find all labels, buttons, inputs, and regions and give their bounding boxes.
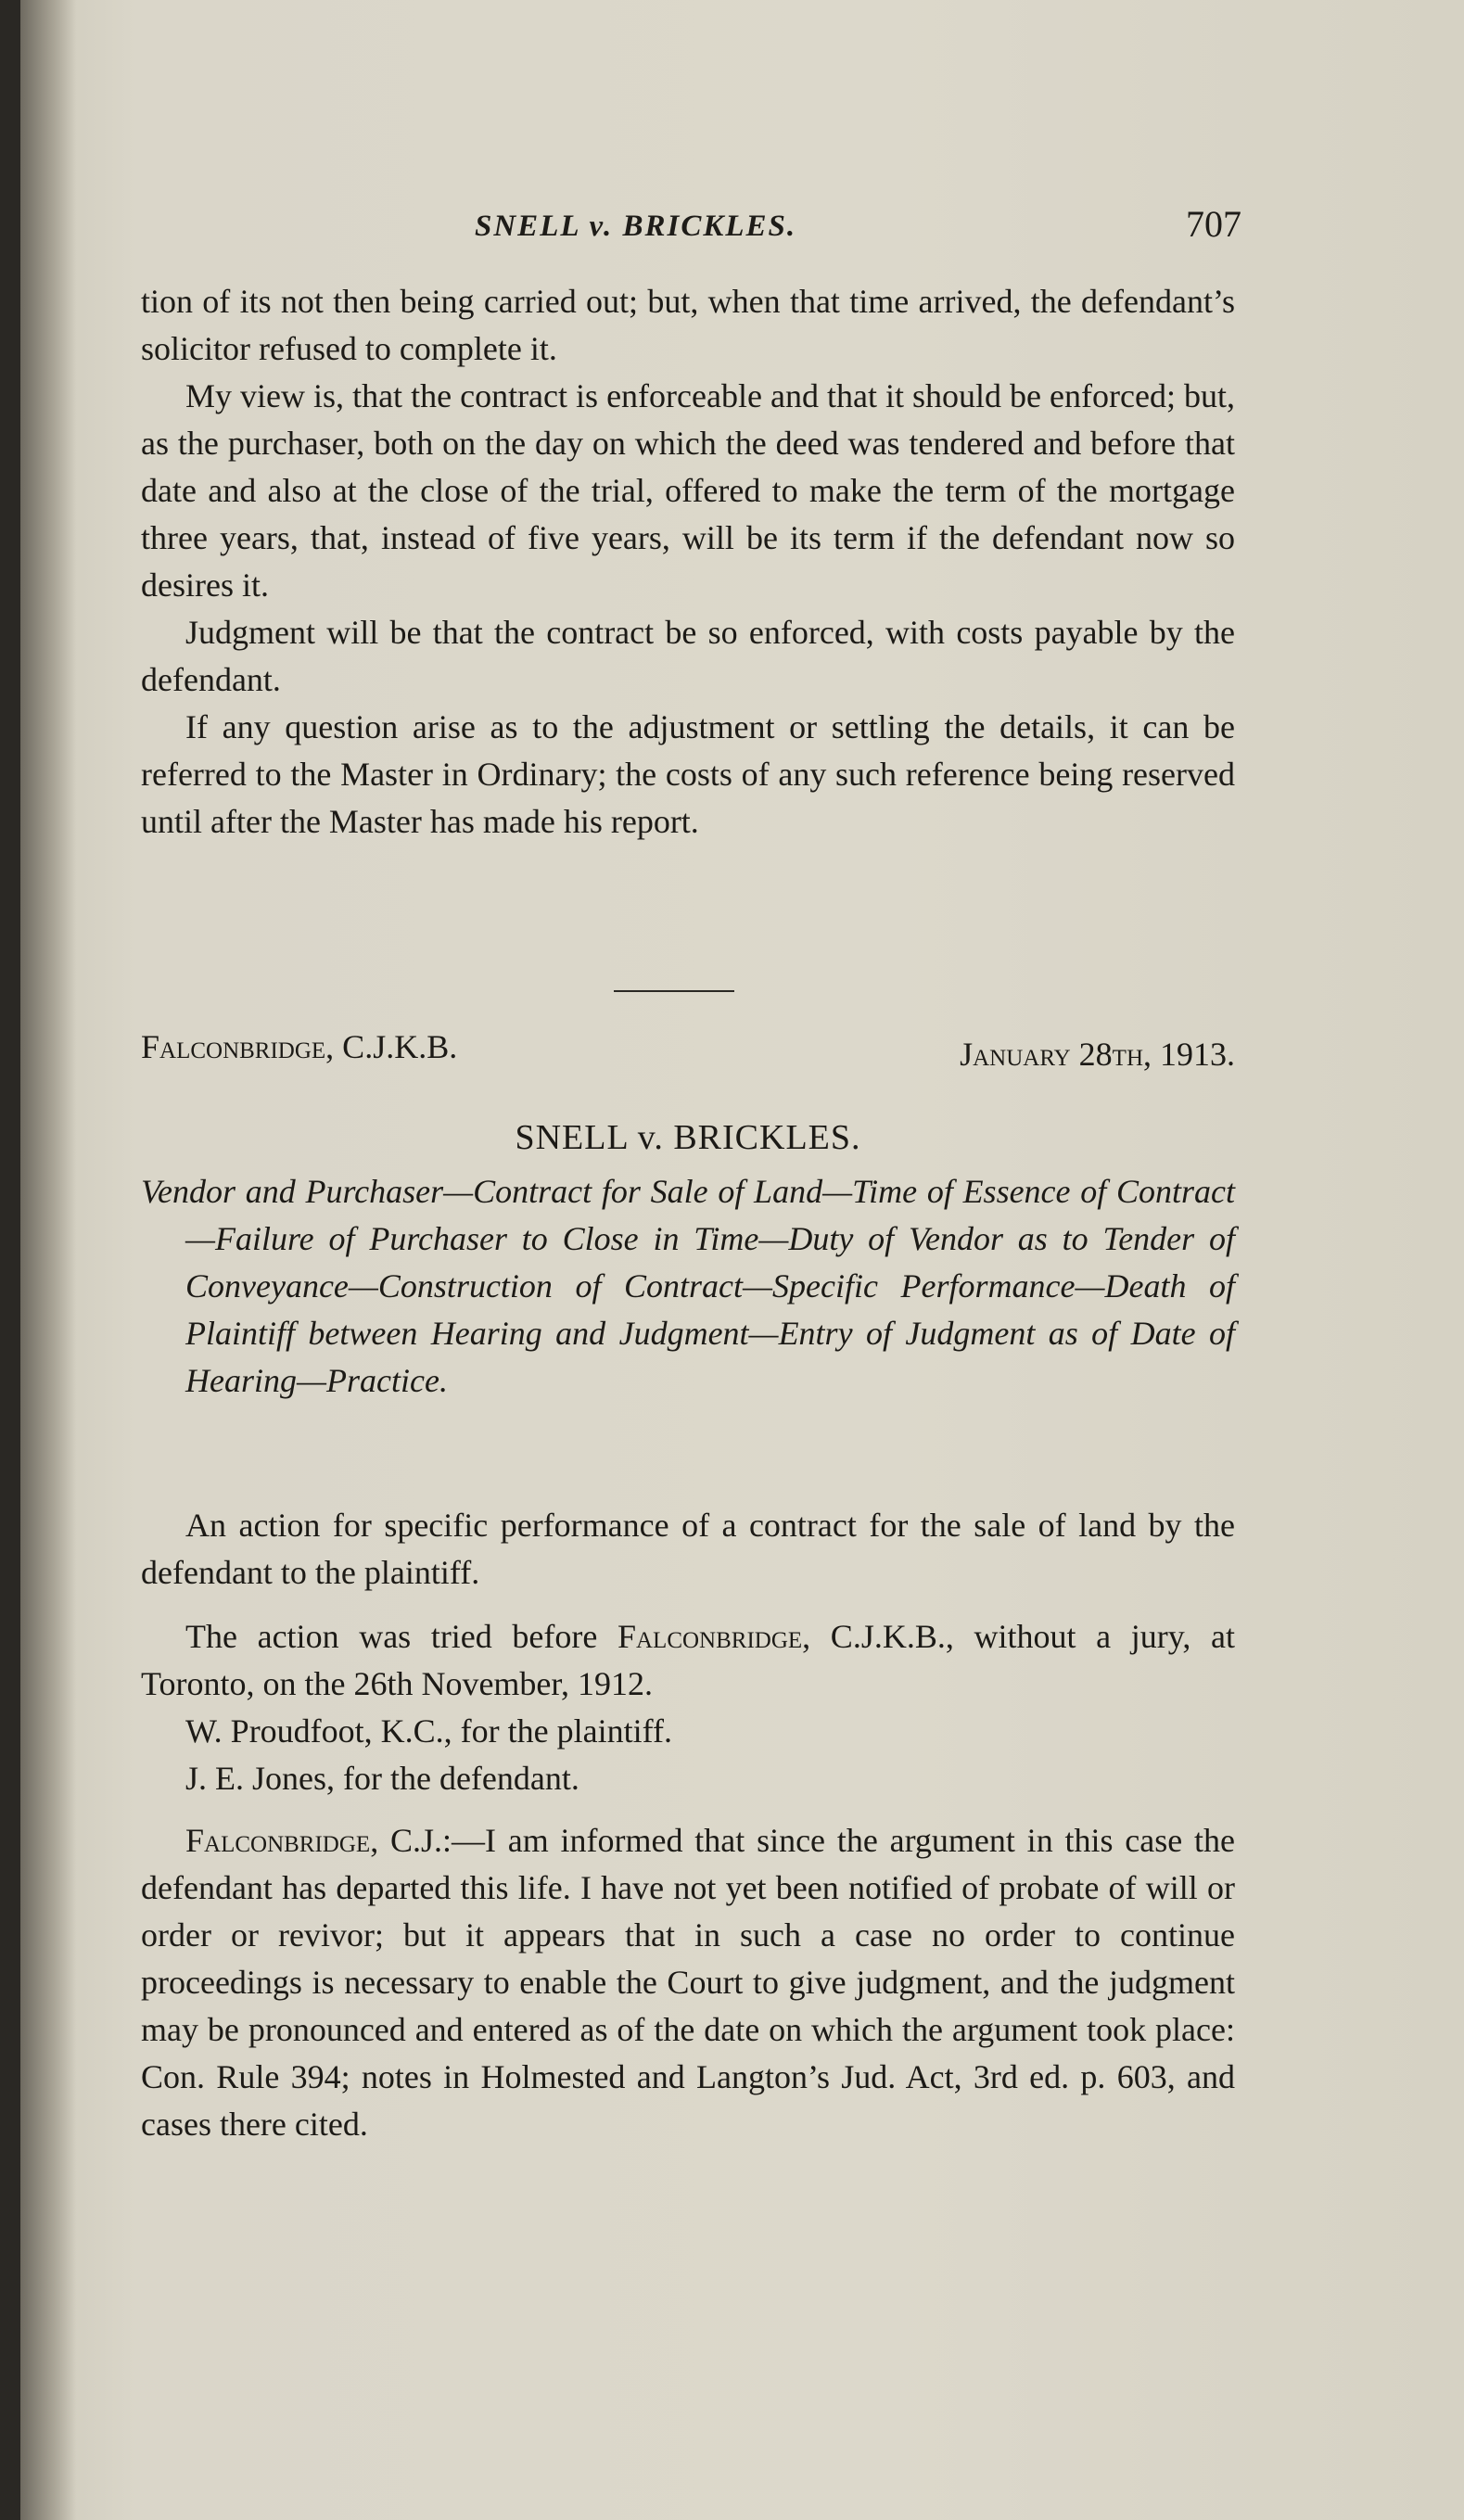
paragraph: Judgment will be that the contract be so enforced, with costs payable by the defendant. bbox=[141, 614, 1235, 698]
paragraph: My view is, that the contract is enforceable and that it should be enforced; but, as the purchaser, both on the day on which the deed was tendered and before that date and also at the close of the trial, offered to make the term of the mortgage three years, that, instead of five years, will be its term if the defendant now so desires it. bbox=[141, 377, 1235, 604]
paragraph bbox=[141, 1613, 1235, 1708]
dateline bbox=[141, 1027, 1235, 1079]
trial-judge: Falconbridge bbox=[617, 1618, 803, 1655]
counsel-defendant: J. E. Jones, for the defendant. bbox=[185, 1760, 579, 1797]
section-divider bbox=[614, 990, 734, 992]
judge-name: Falconbridge, C.J.K.B. bbox=[141, 1028, 458, 1065]
judgment-text: , C.J.:—I am informed that since the argument in this case the defendant has departed this life. I have not yet been notified of probate of will or order or revivor; but it appears that in such a case no order to continue proceedings is necessary to enable the Court to give judgment, and the judgment may be pronounced and entered as of the date on which the argument took place: Con. Rule 394; notes in Holmested and Langton’s Jud. Act, 3rd ed. p. 603, and cases there cited. bbox=[141, 1822, 1235, 2143]
paragraph: An action for specific performance of a contract for the sale of land by the defendant to the plaintiff. bbox=[141, 1507, 1235, 1591]
judgment bbox=[141, 1817, 1235, 2148]
headnote bbox=[141, 1168, 1235, 1405]
previous-case-conclusion bbox=[141, 278, 1235, 846]
case-title: SNELL v. BRICKLES. bbox=[515, 1118, 861, 1157]
paragraph bbox=[141, 1817, 1235, 2148]
action-description bbox=[141, 1502, 1235, 1597]
running-head: SNELL v. BRICKLES. bbox=[475, 210, 797, 243]
trial-details bbox=[141, 1613, 1235, 1802]
counsel-plaintiff: W. Proudfoot, K.C., for the plaintiff. bbox=[185, 1712, 672, 1750]
paragraph: If any question arise as to the adjustment or settling the details, it can be referred to the Master in Ordinary; the costs of any such reference being reserved until after the Master has made his report. bbox=[141, 708, 1235, 840]
headnote-text: Vendor and Purchaser—Contract for Sale of Land—Time of Essence of Contract—Failure of Purchaser to Close in Time—Duty of Vendor as to Tender of Conveyance—Construction of Contract—Specific Performance—Death of Plaintiff between Hearing and Judgment—Entry of Judgment as of Date of Hearing—Practice. bbox=[141, 1173, 1235, 1399]
judgment-judge: Falconbridge bbox=[185, 1822, 371, 1859]
book-page bbox=[20, 0, 1464, 2520]
page-header bbox=[20, 202, 1464, 258]
trial-prefix: The action was tried before bbox=[185, 1618, 617, 1655]
trial-suffix: , C.J.K.B., without a jury, at Toronto, on the 26th November, 1912. bbox=[141, 1618, 1235, 1702]
decision-date: January 28th, 1913. bbox=[960, 1036, 1235, 1073]
paragraph: tion of its not then being carried out; but, when that time arrived, the defendant’s solicitor refused to complete it. bbox=[141, 283, 1235, 367]
page-number: 707 bbox=[1186, 203, 1241, 245]
book-gutter-shadow bbox=[20, 0, 76, 2520]
